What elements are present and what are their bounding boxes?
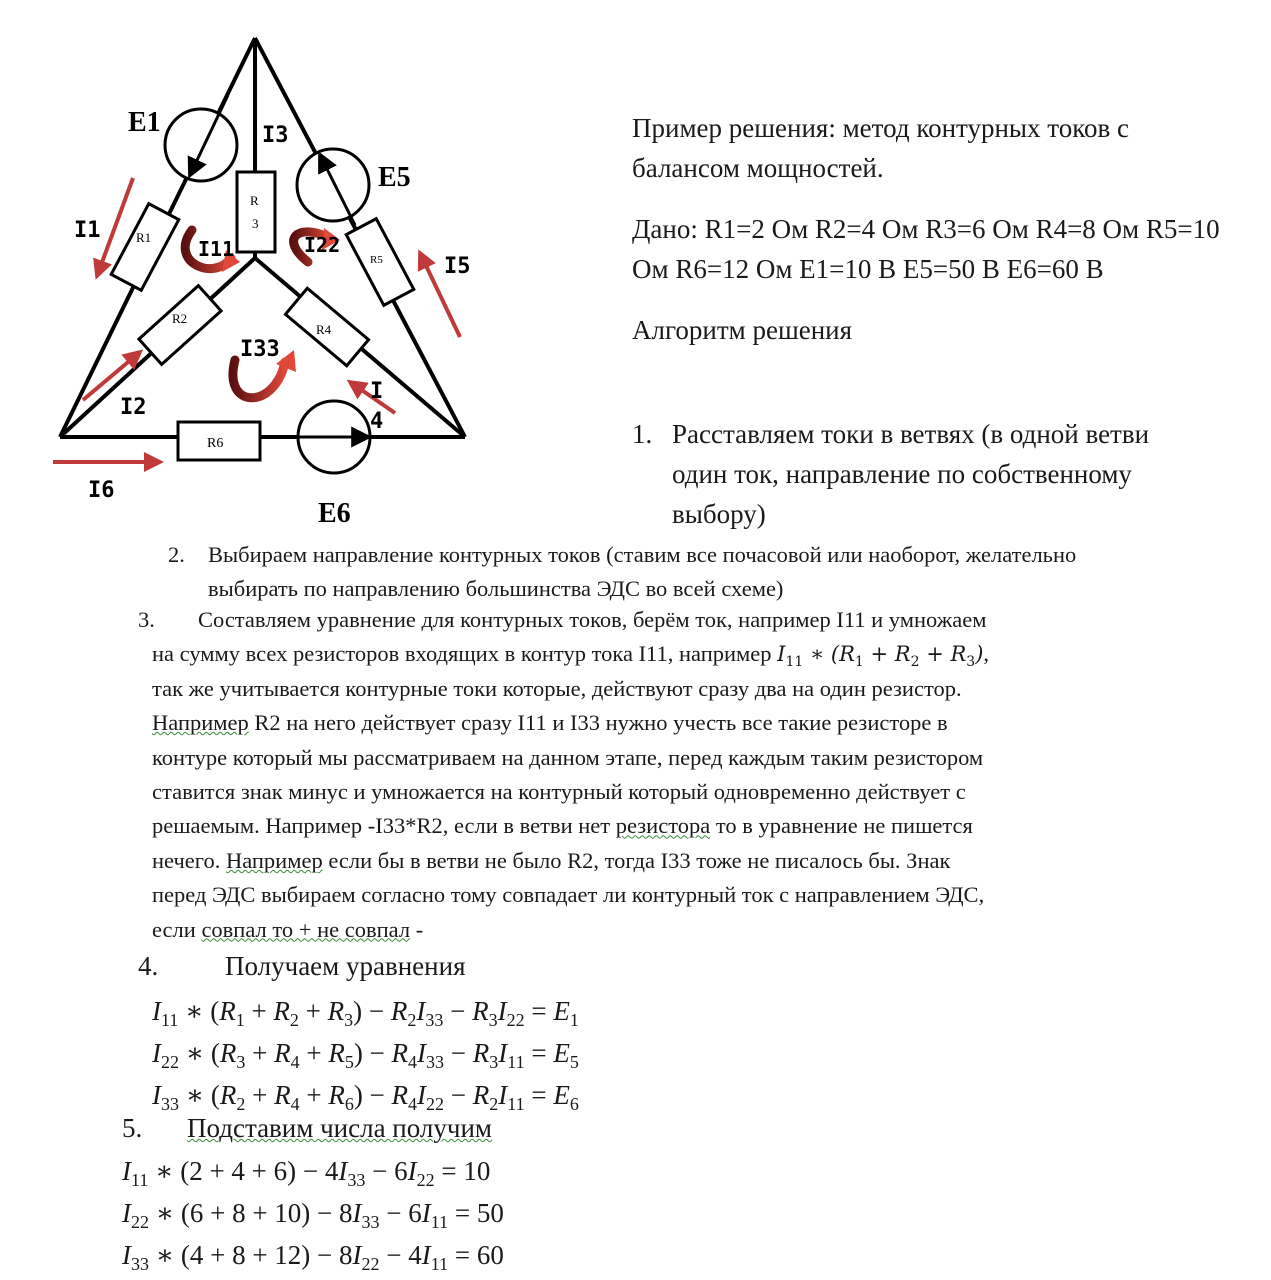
equation-row: $I_{11}$ ∗ $(R_1 + R_2 + R_3) - R_2I_{33} - R_3I_{22} = E_1$ xyxy=(152,996,579,1030)
emf-source-e1 xyxy=(165,95,237,181)
label-i4b: 4 xyxy=(370,409,384,434)
intro-block xyxy=(632,108,1232,371)
label-r3a: R xyxy=(250,193,259,208)
step-text: Получаем уравнения xyxy=(225,951,466,981)
emf-source-e6 xyxy=(265,401,370,473)
step-number: 4. xyxy=(138,951,159,981)
step-3-line-8: нечего. Например если бы в ветви не было R2, тогда I33 тоже не писалось бы. Знак xyxy=(152,847,951,873)
label-r5: R5 xyxy=(370,254,383,266)
step-number: 1. xyxy=(632,419,653,449)
step-3-line-1: Составляем уравнение для контурных токов, берём ток, например I11 и умножаем xyxy=(198,607,987,632)
equation-row: $I_{33}$ ∗ $(4 + 8 + 12) - 8I_{22} - 4I_{11} = 60$ xyxy=(122,1240,504,1274)
equation-row: $I_{11}$ ∗ $(2 + 4 + 6) - 4I_{33} - 6I_{22} = 10$ xyxy=(122,1156,491,1190)
step-5 xyxy=(122,1110,492,1146)
inline-formula: $I_{11}$ ∗ $(R_1 + R_2 + R_3)$ xyxy=(777,642,984,671)
step-3-line-4: Например R2 на него действует сразу I11 и I33 нужно учесть все такие резисторе в xyxy=(152,710,948,736)
label-e5: E5 xyxy=(378,162,411,193)
step-number: 5. xyxy=(122,1113,143,1143)
step-number: 2. xyxy=(168,542,185,567)
step-text: Расставляем токи в ветвях (в одной ветви один ток, направление по собственному выбору) xyxy=(672,419,1150,529)
label-i4a: I xyxy=(370,379,384,404)
emf-source-e5 xyxy=(297,149,369,225)
step-3-line-6: ставится знак минус и умножается на контурный который одновременно действует с xyxy=(152,779,966,805)
label-r3b: 3 xyxy=(252,216,259,231)
label-i11: I11 xyxy=(198,237,235,261)
equation-row: $I_{33}$ ∗ $(R_2 + R_4 + R_6) - R_4I_{22} - R_2I_{11} = E_6$ xyxy=(152,1080,579,1114)
label-i3: I3 xyxy=(262,123,289,148)
algorithm-heading: Алгоритм решения xyxy=(632,315,853,345)
label-r2: R2 xyxy=(172,311,188,326)
label-e6: E6 xyxy=(318,498,351,529)
label-i6: I6 xyxy=(88,478,115,503)
label-r4: R4 xyxy=(316,322,332,337)
label-e1: E1 xyxy=(128,107,161,138)
step-text: Выбираем направление контурных токов (ставим все почасовой или наоборот, желательно выбирать по направлению большинства ЭДС во всей схеме) xyxy=(208,542,1077,601)
step-3-line-9: перед ЭДС выбираем согласно тому совпадает ли контурный ток с направлением ЭДС, xyxy=(152,882,985,908)
symbolic-equations xyxy=(152,990,579,1116)
step-3-line-10: если совпал то + не совпал - xyxy=(152,916,424,942)
label-i22: I22 xyxy=(304,233,341,257)
step-3 xyxy=(138,603,1148,947)
label-i1: I1 xyxy=(74,218,101,243)
step-3-body xyxy=(152,637,1148,947)
resistor-r1 xyxy=(111,204,179,291)
given-values: Дано: R1=2 Ом R2=4 Ом R3=6 Ом R4=8 Ом R5=10 Ом R6=12 Ом E1=10 В E5=50 В E6=60 В xyxy=(632,214,1220,284)
step-text: Подставим числа получим xyxy=(187,1113,492,1143)
step-1 xyxy=(632,414,1172,534)
label-i2: I2 xyxy=(120,395,147,420)
intro-title: Пример решения: метод контурных токов с балансом мощностей. xyxy=(632,113,1129,183)
numeric-equations xyxy=(122,1150,504,1276)
label-r6: R6 xyxy=(207,436,224,451)
step-3-line-7: решаемым. Например -I33*R2, если в ветви нет резистора то в уравнение не пишется xyxy=(152,813,973,839)
label-r1: R1 xyxy=(136,230,152,245)
equation-row: $I_{22}$ ∗ $(6 + 8 + 10) - 8I_{33} - 6I_{11} = 50$ xyxy=(122,1198,504,1232)
step-3-line-2: на сумму всех резисторов входящих в контур тока I11, например $I_{11}$ ∗ $(R_1 + R_2 + R_3)$, xyxy=(152,641,990,671)
step-4 xyxy=(138,948,465,984)
step-3-line-3: так же учитывается контурные токи которые, действуют сразу два на один резистор. xyxy=(152,675,962,701)
label-i5: I5 xyxy=(444,254,471,279)
label-i33: I33 xyxy=(240,337,280,362)
step-2 xyxy=(168,538,1168,606)
circuit-diagram xyxy=(0,0,620,540)
step-number: 3. xyxy=(138,607,155,632)
resistor-r3 xyxy=(237,172,275,252)
equation-row: $I_{22}$ ∗ $(R_3 + R_4 + R_5) - R_4I_{33} - R_3I_{11} = E_5$ xyxy=(152,1038,579,1072)
step-3-line-5: контуре который мы рассматриваем на данном этапе, перед каждым таким резистором xyxy=(152,744,984,770)
